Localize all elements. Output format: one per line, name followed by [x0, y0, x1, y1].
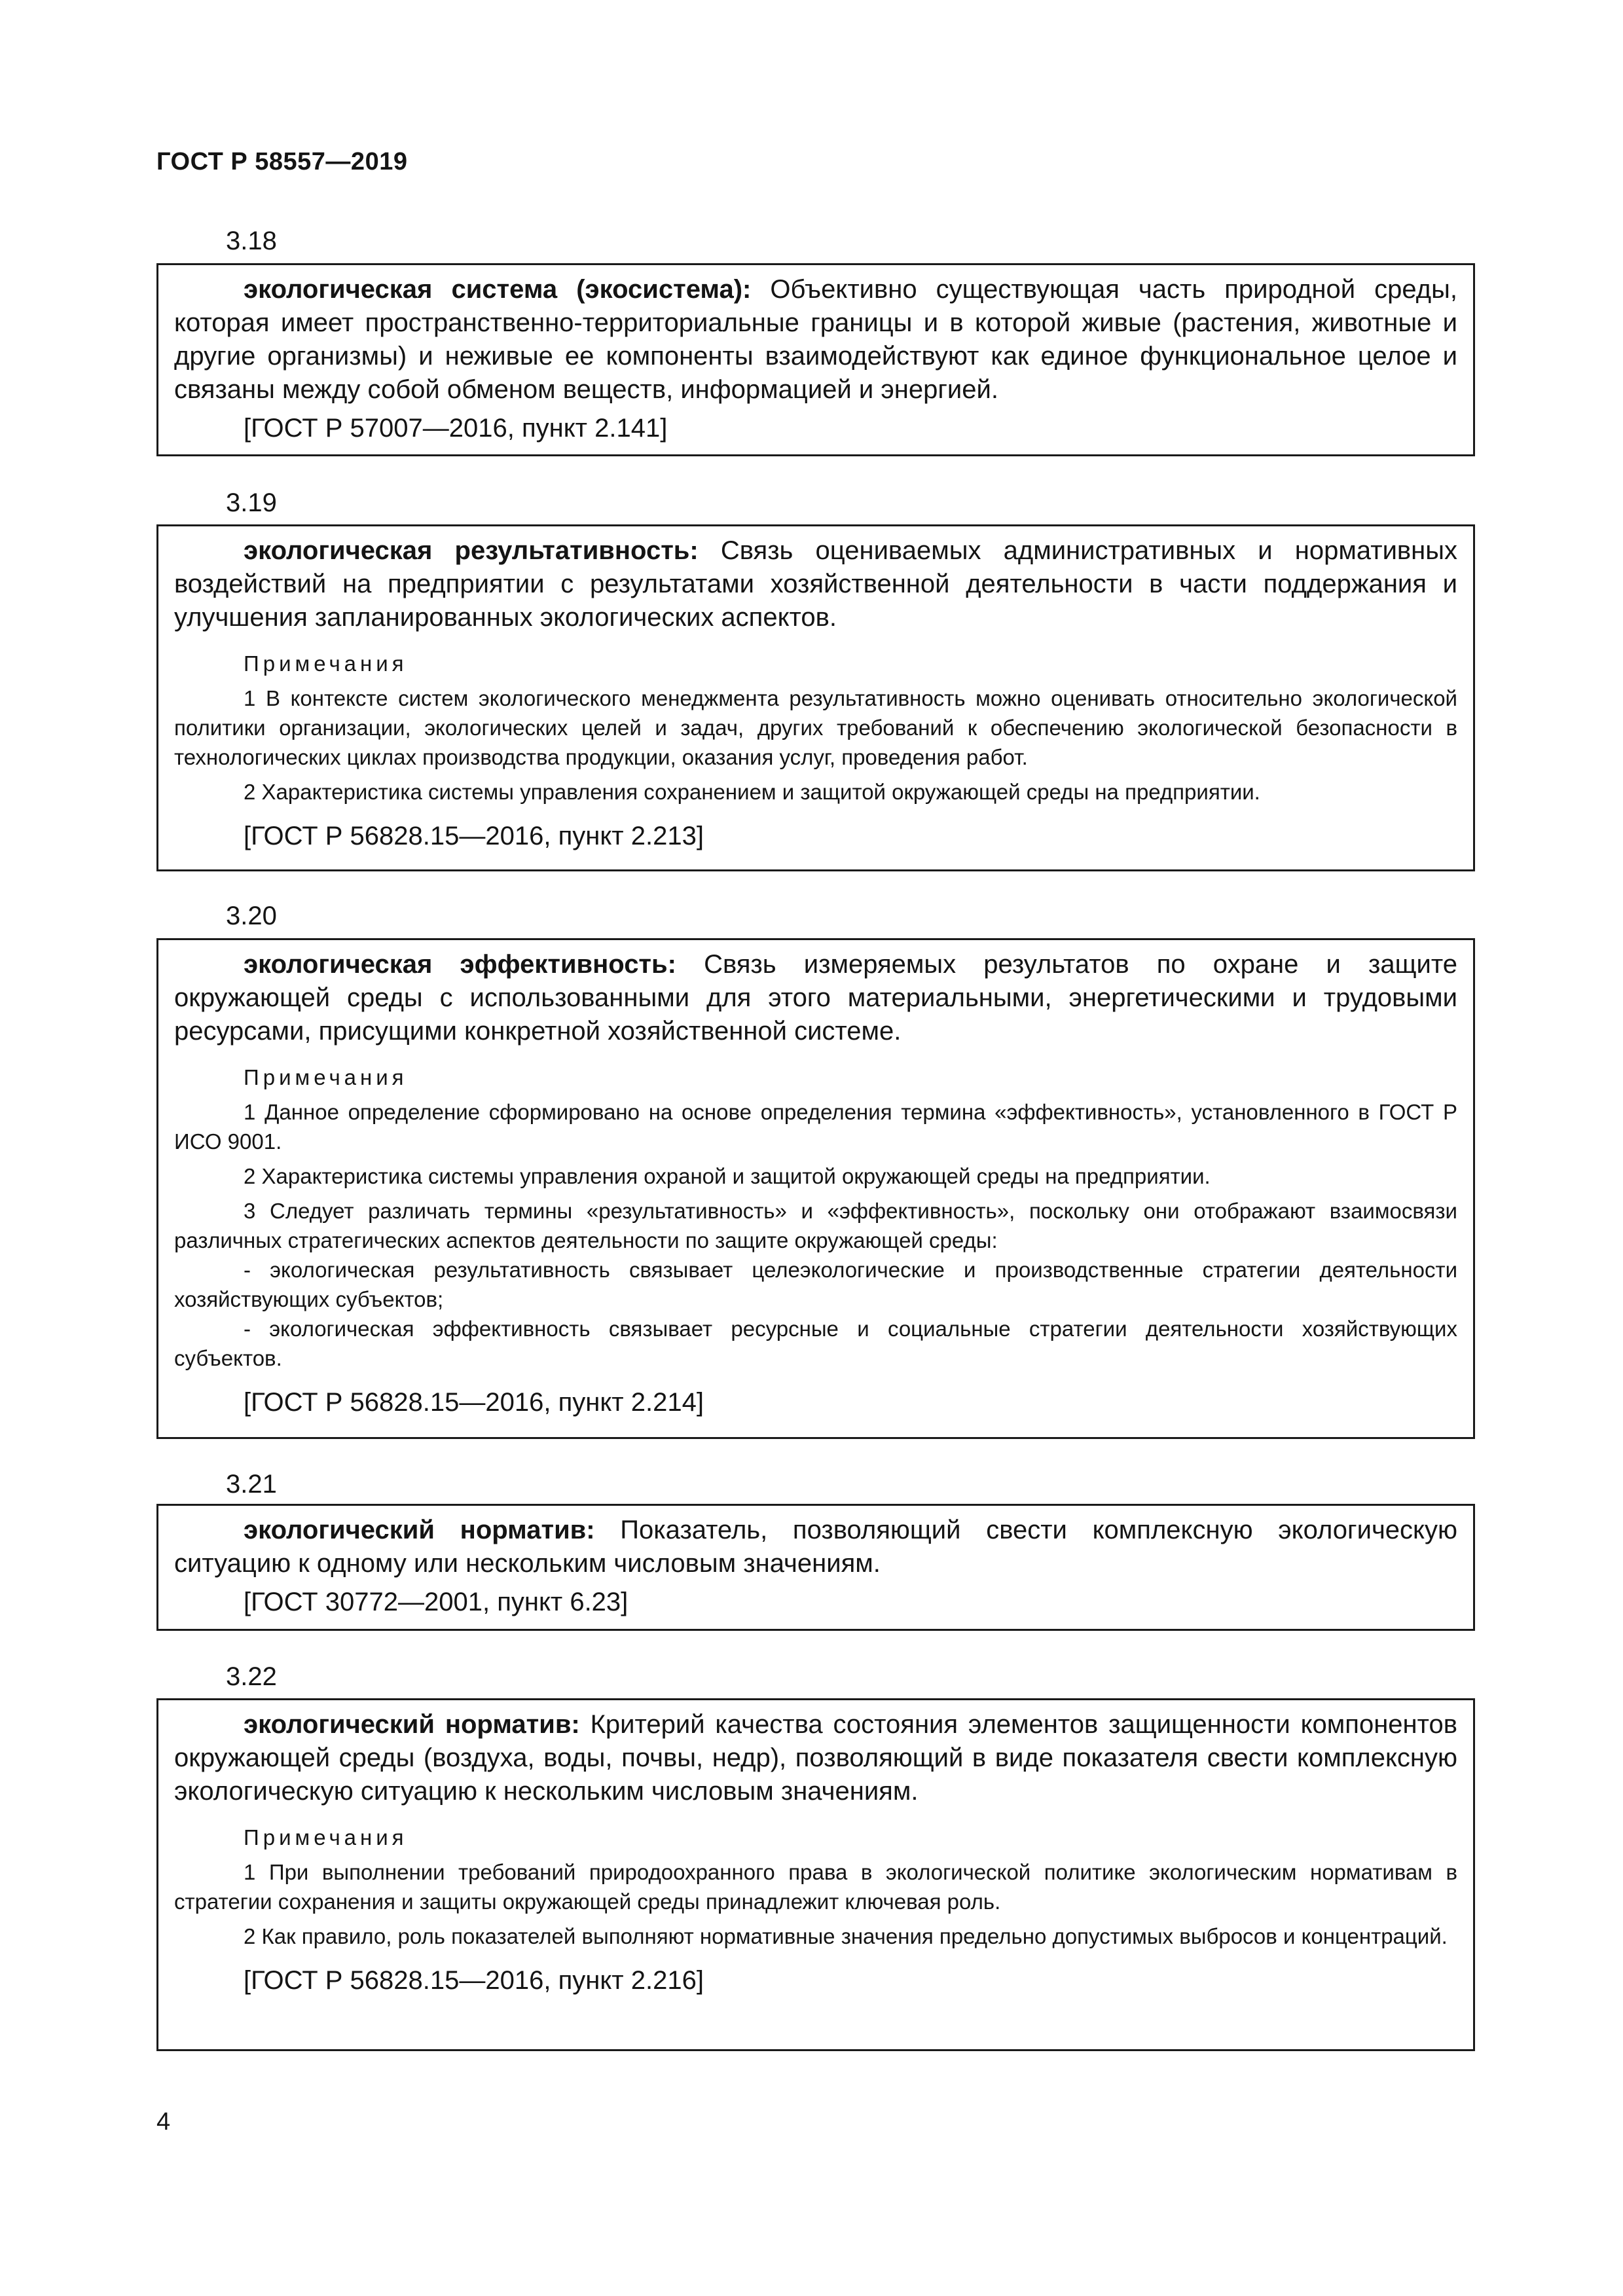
term-source: [ГОСТ Р 56828.15—2016, пункт 2.213]: [244, 822, 704, 850]
document-header: ГОСТ Р 58557—2019: [156, 148, 408, 175]
term-definition: [174, 273, 1457, 407]
term-name: экологическая система (экосистема):: [244, 275, 752, 304]
term-name: экологическая результативность:: [244, 536, 699, 565]
term-definition: [174, 1708, 1457, 1808]
term-number: 3.18: [226, 227, 277, 255]
term-number: 3.19: [226, 488, 277, 517]
note-text: 2 Характеристика системы управления охраной и защитой окружающей среды на предприятии.: [244, 1164, 1211, 1188]
term-number: 3.22: [226, 1662, 277, 1691]
term-definition: [174, 1514, 1457, 1580]
term-source: [ГОСТ Р 56828.15—2016, пункт 2.216]: [244, 1966, 704, 1995]
term-number: 3.20: [226, 902, 277, 930]
term-name: экологическая эффективность:: [244, 950, 676, 979]
term-entry: [156, 1698, 1475, 2051]
term-source: [ГОСТ Р 57007—2016, пункт 2.141]: [244, 414, 668, 443]
page-number: 4: [156, 2108, 171, 2136]
notes-title: Примечания: [244, 651, 408, 676]
note-text: 2 Как правило, роль показателей выполняют нормативные значения предельно допустимых выбросов и концентраций.: [244, 1924, 1448, 1948]
term-entry: [156, 524, 1475, 871]
notes-title: Примечания: [244, 1825, 408, 1850]
notes-title: Примечания: [244, 1065, 408, 1089]
definition-text: Объективно существующая часть природной среды, которая имеет пространственно-территориальные границы и в которой живые (растения, животные и другие организмы) и неживые ее компоненты взаимодействуют как единое функциональное целое и связаны между собой обменом веществ, информацией и энергией.: [174, 275, 1457, 404]
note-text: - экологическая результативность связывает целеэкологические и производственные стратегии деятельности хозяйствующих субъектов;: [174, 1258, 1457, 1311]
term-name: экологический норматив:: [244, 1516, 595, 1544]
term-definition: [174, 534, 1457, 634]
definition-text: Связь измеряемых результатов по охране и защите окружающей среды с использованными для этого материальными, энергетическими и трудовыми ресурсами, присущими конкретной хозяйственной системе.: [174, 950, 1457, 1046]
note-text: 2 Характеристика системы управления сохранением и защитой окружающей среды на предприятии.: [244, 780, 1260, 804]
note-text: 1 В контексте систем экологического менеджмента результативность можно оценивать относительно экологической политики организации, экологических целей и задач, других требований к обеспечению экологической безопасности в технологических циклах производства продукции, оказания услуг, проведения работ.: [174, 686, 1457, 769]
term-entry: [156, 263, 1475, 456]
term-entry: [156, 938, 1475, 1439]
term-number: 3.21: [226, 1470, 277, 1499]
term-entry: [156, 1504, 1475, 1631]
note-text: 1 Данное определение сформировано на основе определения термина «эффективность», установленного в ГОСТ Р ИСО 9001.: [174, 1100, 1457, 1154]
term-name: экологический норматив:: [244, 1710, 580, 1739]
definition-text: Связь оцениваемых административных и нормативных воздействий на предприятии с результатами хозяйственной деятельности в части поддержания и улучшения запланированных экологических аспектов.: [174, 536, 1457, 632]
term-definition: [174, 948, 1457, 1048]
term-source: [ГОСТ 30772—2001, пункт 6.23]: [244, 1588, 629, 1616]
note-text: 3 Следует различать термины «результативность» и «эффективность», поскольку они отображают взаимосвязи различных стратегических аспектов деятельности по защите окружающей среды:: [174, 1199, 1457, 1252]
term-source: [ГОСТ Р 56828.15—2016, пункт 2.214]: [244, 1388, 704, 1417]
definition-text: Критерий качества состояния элементов защищенности компонентов окружающей среды (воздуха, воды, почвы, недр), позволяющий в виде показателя свести комплексную экологическую ситуацию к нескольким числовым значениям.: [174, 1710, 1458, 1806]
note-text: 1 При выполнении требований природоохранного права в экологической политике экологическим нормативам в стратегии сохранения и защиты окружающей среды принадлежит ключевая роль.: [174, 1860, 1457, 1914]
note-text: - экологическая эффективность связывает ресурсные и социальные стратегии деятельности хозяйствующих субъектов.: [174, 1317, 1457, 1370]
definition-text: Показатель, позволяющий свести комплексную экологическую ситуацию к одному или нескольким числовым значениям.: [174, 1516, 1458, 1578]
